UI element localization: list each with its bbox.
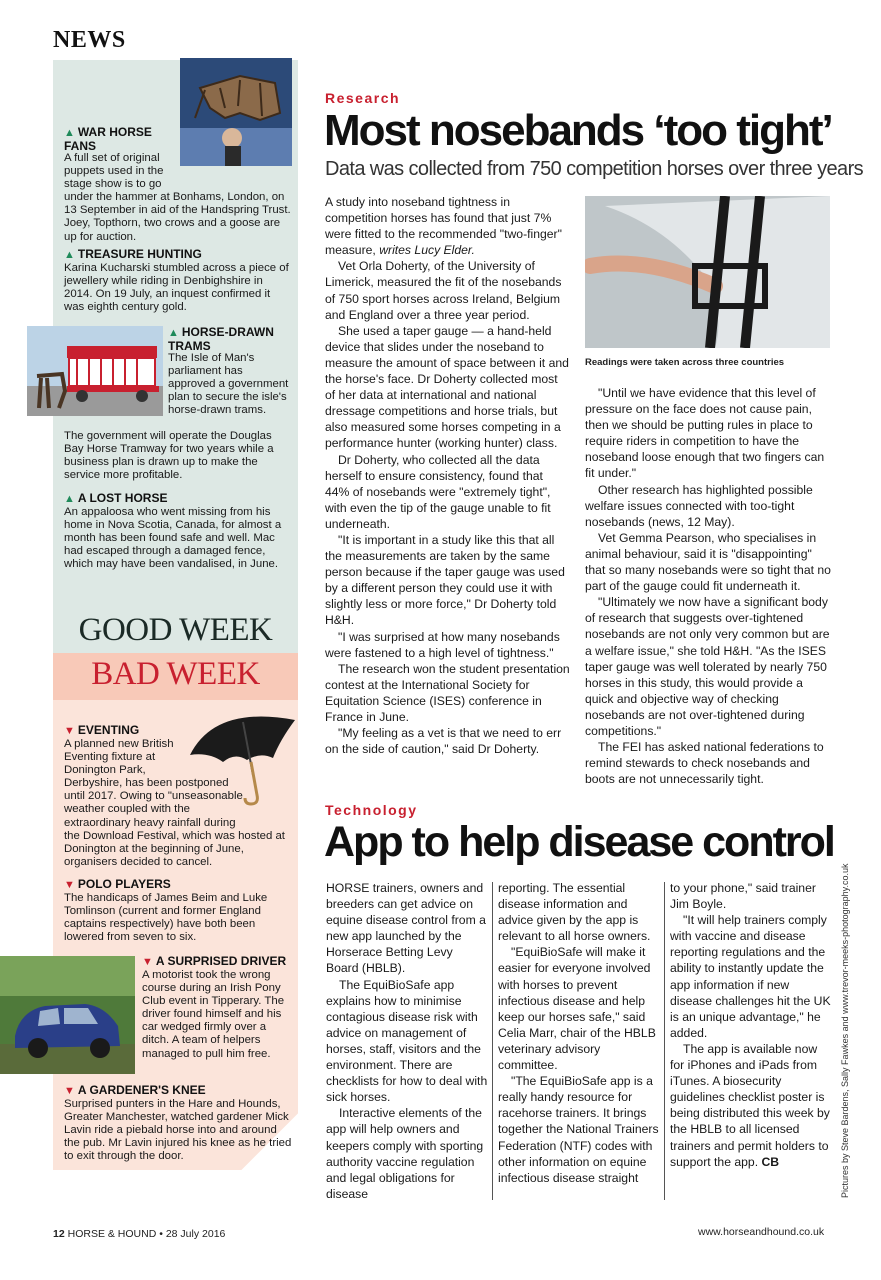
war-horse-photo — [180, 58, 292, 166]
column-rule — [492, 882, 493, 1200]
article-column — [585, 385, 831, 787]
down-arrow-icon: ▼ — [64, 879, 75, 891]
paragraph: Other research has highlighted possible welfare issues connected with too-tight nosebands (news, 12 May). — [585, 482, 813, 529]
good-item-lost-horse — [64, 492, 292, 571]
good-item-heading: TREASURE HUNTING — [77, 247, 202, 261]
bad-item-body: The handicaps of James Beim and Luke Tomlinson (current and former England captains respectively) have both been lowered from seven to six. — [64, 892, 268, 944]
paragraph: "Until we have evidence that this level of pressure on the face does not cause pain, then we should be putting rules in place to require riders in competition to have the noseband loose enough that two fingers can fit under." — [585, 386, 825, 481]
issue-date: 28 July 2016 — [165, 1228, 226, 1240]
good-item-body: The Isle of Man's parliament has approved a government plan to secure the isle's horse-drawn trams. — [168, 352, 289, 417]
section-label: NEWS — [53, 27, 126, 53]
bad-item-heading: A SURPRISED DRIVER — [155, 954, 287, 968]
page-number: 12 — [53, 1228, 65, 1240]
paragraph: The app is available now for iPhones and iPads from iTunes. A biosecurity guidelines checklist poster is being distributed this week by the HBLB to all licensed trainers and permit holders to support the app. — [670, 1041, 830, 1169]
article-standfirst: Data was collected from 750 competition horses over three years — [325, 158, 864, 180]
paragraph: Interactive elements of the app will help owners and keepers comply with sporting authority vaccine regulation and legal obligations for disease — [326, 1106, 484, 1201]
up-arrow-icon: ▲ — [64, 127, 75, 139]
paragraph: "It will help trainers comply with vaccine and disease reporting regulations and the ability to instantly update the app information if new disease challenges hit the UK is an unique advantage," he added. — [670, 913, 831, 1040]
good-item-heading: HORSE-DRAWN TRAMS — [168, 325, 274, 353]
bad-item-body: A motorist took the wrong course during an Irish Pony Club event in Tipperary. The driver found himself and his car wedged firmly over a ditch. A team of helpers managed to pull him free. — [142, 969, 285, 1060]
paragraph: The EquiBioSafe app explains how to minimise contagious disease risk with advice on management of horses, staff, visitors and the environment. There are checklists for how to deal with sick horses. — [326, 977, 488, 1105]
good-item-body: A full set of original puppets used in the stage show is to go under the hammer at Bonhams, London, on 13 September in aid of the Handspring Trust. Joey, Topthorn, two crows and a goose are up for auction. — [64, 152, 291, 243]
article-column — [326, 880, 488, 1202]
paragraph: She used a taper gauge — a hand-held device that slides under the noseband to measure the amount of space between it and the horse's face. Dr Doherty collected most of her data at international and national dressage competitions and horse trials, but also measured some horses competing in a performance hunter (working hunter) class. — [325, 323, 569, 451]
good-item-treasure — [64, 248, 292, 314]
paragraph: "The EquiBioSafe app is a really handy resource for racehorse trainers. It brings together the National Trainers Federation (NTF) codes with other information on equine infectious disease straight — [498, 1074, 659, 1185]
bad-item-body: Surprised punters in the Hare and Hounds, Greater Manchester, watched gardener Mick Lavin ride a piebald horse into and around the pub. Mr Lavin injured his knee as he tried to exit through the door. — [64, 1098, 292, 1163]
article-kicker: Technology — [325, 802, 418, 818]
paragraph: "Ultimately we now have a significant body of research that suggests over-tightened nosebands are not only very common but are a welfare issue," she told H&H. "As the ISES taper gauge was well tolerated by nearly 750 horses in this study, this would provide a quick and objective way of checking nosebands are not over-tightened during competitions." — [585, 595, 830, 738]
bad-item-eventing — [64, 724, 189, 738]
paragraph: to your phone," said trainer Jim Boyle. — [670, 881, 816, 912]
site-url[interactable]: www.horseandhound.co.uk — [698, 1226, 825, 1238]
author-initials: CB — [761, 1154, 780, 1169]
paragraph: Vet Orla Doherty, of the University of Limerick, measured the fit of the nosebands of 750 sport horses across Ireland, Belgium and England over a three year period. — [325, 259, 562, 322]
up-arrow-icon: ▲ — [168, 327, 179, 339]
down-arrow-icon: ▼ — [64, 1085, 75, 1097]
good-item-war-horse — [64, 126, 176, 153]
up-arrow-icon: ▲ — [64, 249, 75, 261]
article-column — [325, 194, 570, 757]
paragraph: The research won the student presentation contest at the International Society for Equitation Science (ISES) conference in France in June. — [325, 661, 570, 724]
publication-name: HORSE & HOUND — [67, 1228, 157, 1240]
paragraph: A study into noseband tightness in competition horses has found that just 7% were fitted to the recommended "two-finger" measure, writes Lucy Elder. — [325, 195, 562, 258]
good-item-body: Karina Kucharski stumbled across a piece of jewellery while riding in Denbighshire in 2014. On 19 July, an inquest confirmed it was eighth century gold. — [64, 262, 289, 314]
article-headline: App to help disease control — [324, 818, 834, 866]
paragraph: reporting. The essential disease information and advice given by the app is relevant to all horse owners. — [498, 881, 651, 944]
column-rule — [664, 882, 665, 1200]
car-photo — [0, 956, 135, 1074]
bad-item-gardener — [64, 1084, 292, 1163]
good-week-title: GOOD WEEK — [78, 612, 273, 648]
bad-week-title: BAD WEEK — [91, 656, 260, 692]
paragraph: The FEI has asked national federations to remind stewards to check nosebands and boots are not unnecessarily tight. — [585, 740, 824, 787]
bad-item-polo — [64, 878, 292, 944]
good-item-heading: WAR HORSE FANS — [64, 125, 152, 153]
bad-item-heading: EVENTING — [77, 723, 140, 737]
bad-item-heading: POLO PLAYERS — [77, 877, 171, 891]
page-footer: 12 HORSE & HOUND • 28 July 2016 — [53, 1228, 226, 1240]
paragraph: HORSE trainers, owners and breeders can get advice on equine disease control from a new app launched by the Horserace Betting Levy Board (HBLB). — [326, 881, 486, 976]
paragraph: "It is important in a study like this that all the measurements are taken by the same person because if the taper gauge was used by a different person they could use it with slightly less or more force," Dr Doherty told H&H. — [325, 532, 565, 628]
good-item-trams — [168, 326, 288, 353]
byline: writes Lucy Elder. — [379, 243, 475, 258]
bad-item-driver — [142, 955, 292, 1061]
down-arrow-icon: ▼ — [142, 956, 153, 968]
down-arrow-icon: ▼ — [64, 725, 75, 737]
article-kicker: Research — [325, 90, 401, 106]
tram-photo — [27, 326, 163, 416]
bad-item-body: A planned new British Eventing fixture at Donington Park, Derbyshire, has been postponed until 2017. Owing to "unseasonable weather coupled with the extraordinary heavy rainfall during the Download Festival, which was hosted at Donington at the beginning of June, organisers decided to cancel. — [64, 738, 285, 868]
good-item-heading: A LOST HORSE — [77, 491, 168, 505]
up-arrow-icon: ▲ — [64, 493, 75, 505]
paragraph: Dr Doherty, who collected all the data herself to ensure consistency, found that 44% of nosebands were "extremely tight", with even the tip of the gauge unable to fit underneath. — [325, 452, 551, 531]
article-column — [670, 880, 832, 1170]
noseband-photo — [585, 196, 830, 348]
article-headline: Most nosebands ‘too tight’ — [324, 106, 832, 155]
photo-caption: Readings were taken across three countries — [585, 357, 785, 368]
paragraph: "My feeling as a vet is that we need to err on the side of caution," said Dr Doherty. — [325, 726, 562, 757]
paragraph: Vet Gemma Pearson, who specialises in animal behaviour, said it is "disappointing" that so many nosebands were so tight that no part of the gauge could fit underneath it. — [585, 530, 831, 594]
photo-credits: Pictures by Steve Bardens, Sally Fawkes and www.trevor-meeks-photography.co.uk — [840, 863, 850, 1198]
paragraph: "I was surprised at how many nosebands were fastened to a high level of tightness." — [325, 629, 560, 660]
good-item-body: An appaloosa who went missing from his home in Nova Scotia, Canada, for almost a month has been found safe and well. Mac had escaped through a damaged fence, which may have been vandalised, in June. — [64, 506, 282, 571]
bad-item-heading: A GARDENER'S KNEE — [77, 1083, 206, 1097]
article-column — [498, 880, 660, 1186]
paragraph: "EquiBioSafe will make it easier for everyone involved with horses to prevent infectious disease and help keep our horses safe," said Celia Marr, chair of the HBLB veterinary advisory committee. — [498, 945, 656, 1073]
good-item-body: The government will operate the Douglas Bay Horse Tramway for two years while a business plan is drawn up to make the service more profitable. — [64, 430, 274, 482]
